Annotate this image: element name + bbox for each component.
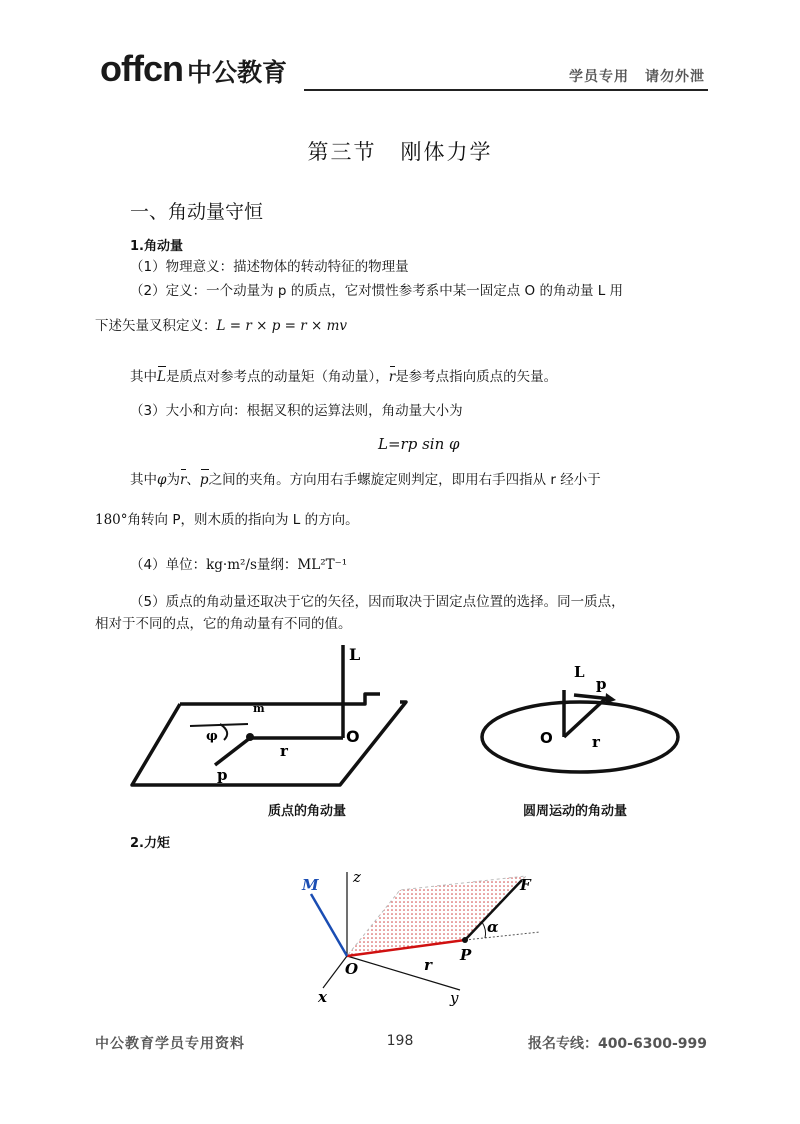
label-O-2: O [540, 729, 553, 747]
line-direction [130, 470, 601, 490]
logo-latin-text: offcn [100, 48, 183, 89]
label-r-torque: r [424, 956, 432, 974]
line-explain [130, 367, 557, 387]
direction-c: 之间的夹角。方向用右手螺旋定则判定，即用右手四指从 r 经小于 [208, 472, 601, 488]
header-note [553, 66, 705, 86]
label-r: r [280, 742, 288, 760]
label-O: O [346, 727, 360, 746]
explain-b: 是质点对参考点的动量矩（角动量）， [165, 369, 389, 385]
title-part1: 第三节 [307, 140, 377, 164]
section-heading: 一、角动量守恒 [130, 201, 264, 223]
direction-sep: 、 [186, 472, 200, 488]
units-a: （4）单位： [130, 557, 207, 573]
label-alpha: α [487, 918, 499, 936]
plane-outline [132, 702, 406, 785]
r-extension [465, 932, 540, 940]
offcn-logo [100, 48, 304, 90]
direction-rest: 角转向 P，则木质的指向为 L 的方向。 [127, 512, 359, 528]
orbit-ellipse [482, 702, 678, 772]
dimension-value: ML²T⁻¹ [297, 557, 348, 573]
particle-dot [246, 733, 254, 741]
r-vector-line-2 [564, 699, 605, 737]
label-L-2: L [574, 663, 585, 681]
label-m: m [253, 702, 265, 715]
direction-r: r [179, 472, 187, 488]
p-extension-line [190, 724, 248, 726]
direction-b: 为 [166, 472, 180, 488]
explain-a: 其中 [130, 369, 157, 385]
x-axis [323, 956, 347, 988]
label-z: z [353, 868, 361, 886]
page-number: 198 [386, 1033, 414, 1049]
y-axis [347, 956, 460, 990]
label-x: x [318, 988, 327, 1006]
direction-a: 其中 [130, 472, 157, 488]
header-rule [304, 89, 708, 91]
M-vector [311, 894, 347, 956]
header-note-right: 请勿外泄 [645, 69, 705, 85]
label-p-2: p [596, 675, 607, 693]
cross-product-formula: L = r × p = r × mv [216, 318, 348, 334]
header-note-left: 学员专用 [569, 69, 629, 85]
figure-circular-angular-momentum [470, 655, 690, 785]
point-P [462, 937, 468, 943]
formula-prefix: 下述矢量叉积定义： [95, 318, 217, 334]
label-F: F [520, 876, 531, 894]
label-L: L [349, 645, 361, 664]
logo-cn-text: 中公教育 [186, 58, 287, 87]
figure-torque [290, 860, 550, 1010]
phi-symbol: φ [157, 472, 167, 488]
footer-left: 中公教育学员专用资料 [95, 1036, 245, 1052]
plane-back-edge [180, 694, 380, 704]
label-y: y [450, 989, 459, 1007]
explain-c: 是参考点指向质点的矢量。 [395, 369, 558, 385]
label-P: P [460, 946, 472, 964]
line-dependence: （5）质点的角动量还取决于它的矢径，因而取决于固定点位置的选择。同一质点， [130, 594, 625, 610]
unit-value: kg·m²/s [206, 557, 257, 573]
vector-L: L [157, 369, 166, 385]
label-p: p [217, 766, 228, 784]
line-dependence-2: 相对于不同的点，它的角动量有不同的值。 [95, 616, 352, 632]
page-title [0, 136, 800, 166]
label-phi: φ [206, 729, 218, 744]
line-direction-2 [95, 510, 359, 530]
line-magnitude: （3）大小和方向：根据叉积的运算法则，角动量大小为 [130, 403, 463, 419]
deg-180: 180° [95, 512, 128, 528]
subheading-angular-momentum: 1.角动量 [130, 239, 183, 254]
line-definition: （2）定义：一个动量为 p 的质点，它对惯性参考系中某一固定点 O 的角动量 L 用 [130, 283, 624, 299]
units-b: 量纲： [256, 557, 298, 573]
line-formula-def [95, 316, 347, 336]
p-vector-line [215, 738, 250, 765]
figure1-caption: 质点的角动量 [268, 804, 347, 819]
vector-r: r [388, 369, 396, 385]
magnitude-formula: L=rp sin φ [378, 435, 460, 453]
figure-particle-angular-momentum [120, 640, 420, 800]
subheading-torque: 2.力矩 [130, 836, 170, 851]
label-r-2: r [592, 733, 600, 751]
line-meaning: （1）物理意义：描述物体的转动特征的物理量 [130, 259, 409, 275]
phi-arc [220, 724, 227, 740]
figure2-caption: 圆周运动的角动量 [523, 804, 628, 819]
label-O-torque: O [345, 960, 359, 978]
line-units [130, 555, 347, 575]
direction-p: p [199, 472, 209, 488]
title-part2: 刚体力学 [400, 140, 493, 164]
footer-right: 报名专线：400-6300-999 [527, 1036, 707, 1052]
label-M: M [302, 876, 319, 894]
alpha-arc [482, 922, 486, 938]
